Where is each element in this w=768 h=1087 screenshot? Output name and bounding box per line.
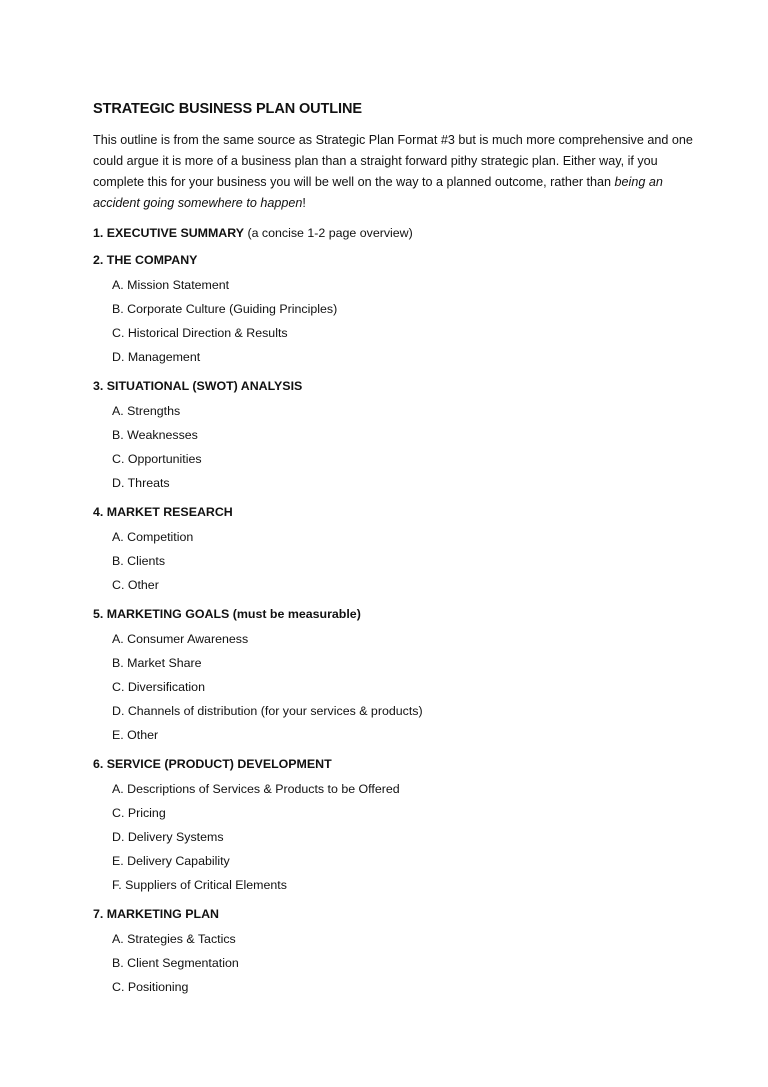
- section-swot-analysis: [93, 376, 693, 495]
- section-service-development: [93, 754, 693, 897]
- list-item: D. Channels of distribution (for your services & products): [112, 704, 423, 718]
- section-heading-title: 7. MARKETING PLAN: [93, 907, 219, 921]
- list-item: D. Threats: [112, 476, 170, 490]
- list-item: B. Market Share: [112, 656, 202, 670]
- list-item: B. Client Segmentation: [112, 956, 239, 970]
- section-heading-title: 4. MARKET RESEARCH: [93, 505, 233, 519]
- list-item: C. Historical Direction & Results: [112, 326, 288, 340]
- section-heading: [93, 604, 693, 624]
- section-heading-title: 1. EXECUTIVE SUMMARY: [93, 226, 245, 240]
- intro-text-end: !: [302, 196, 306, 210]
- sub-item-list: [93, 525, 693, 597]
- intro-emphasis: being an accident going somewhere to happen: [93, 175, 663, 210]
- list-item: C. Pricing: [112, 806, 166, 820]
- section-heading-note: (a concise 1-2 page overview): [244, 226, 413, 240]
- list-item: B. Corporate Culture (Guiding Principles): [112, 302, 338, 316]
- sub-item-list: [93, 627, 693, 747]
- list-item: C. Opportunities: [112, 452, 202, 466]
- list-item: C. Positioning: [112, 980, 189, 994]
- list-item: E. Other: [112, 728, 159, 742]
- list-item: A. Competition: [112, 530, 194, 544]
- section-heading-title: 3. SITUATIONAL (SWOT) ANALYSIS: [93, 379, 303, 393]
- section-market-research: [93, 502, 693, 597]
- intro-text: This outline is from the same source as Strategic Plan Format #3 but is much more comprehensive and one could argue it is more of a business plan than a straight forward pithy strategic plan. Either way, if you complete this for your business you will be well on the way to a planned outcome, rather than: [93, 133, 693, 189]
- section-heading-title: 2. THE COMPANY: [93, 253, 198, 267]
- list-item: D. Management: [112, 350, 201, 364]
- intro-paragraph: [93, 130, 693, 214]
- sub-item-list: [93, 777, 693, 897]
- section-heading: [93, 250, 693, 270]
- section-the-company: [93, 250, 693, 369]
- list-item: C. Other: [112, 578, 159, 592]
- list-item: E. Delivery Capability: [112, 854, 230, 868]
- sub-item-list: [93, 273, 693, 369]
- list-item: A. Descriptions of Services & Products to be Offered: [112, 782, 400, 796]
- list-item: A. Mission Statement: [112, 278, 230, 292]
- list-item: A. Consumer Awareness: [112, 632, 249, 646]
- section-heading: [93, 223, 693, 243]
- section-heading: [93, 502, 693, 522]
- section-heading-title: 6. SERVICE (PRODUCT) DEVELOPMENT: [93, 757, 332, 771]
- list-item: D. Delivery Systems: [112, 830, 224, 844]
- list-item: F. Suppliers of Critical Elements: [112, 878, 287, 892]
- section-heading: [93, 754, 693, 774]
- section-heading: [93, 904, 693, 924]
- section-marketing-goals: [93, 604, 693, 747]
- document-title: STRATEGIC BUSINESS PLAN OUTLINE: [93, 101, 362, 117]
- sub-item-list: [93, 927, 693, 999]
- section-marketing-plan: [93, 904, 693, 999]
- list-item: B. Clients: [112, 554, 166, 568]
- section-heading: [93, 376, 693, 396]
- section-heading-title: 5. MARKETING GOALS (must be measurable): [93, 607, 361, 621]
- list-item: A. Strategies & Tactics: [112, 932, 236, 946]
- sub-item-list: [93, 399, 693, 495]
- list-item: B. Weaknesses: [112, 428, 198, 442]
- document-page: [93, 100, 693, 1006]
- list-item: C. Diversification: [112, 680, 205, 694]
- section-executive-summary: [93, 223, 693, 243]
- list-item: A. Strengths: [112, 404, 181, 418]
